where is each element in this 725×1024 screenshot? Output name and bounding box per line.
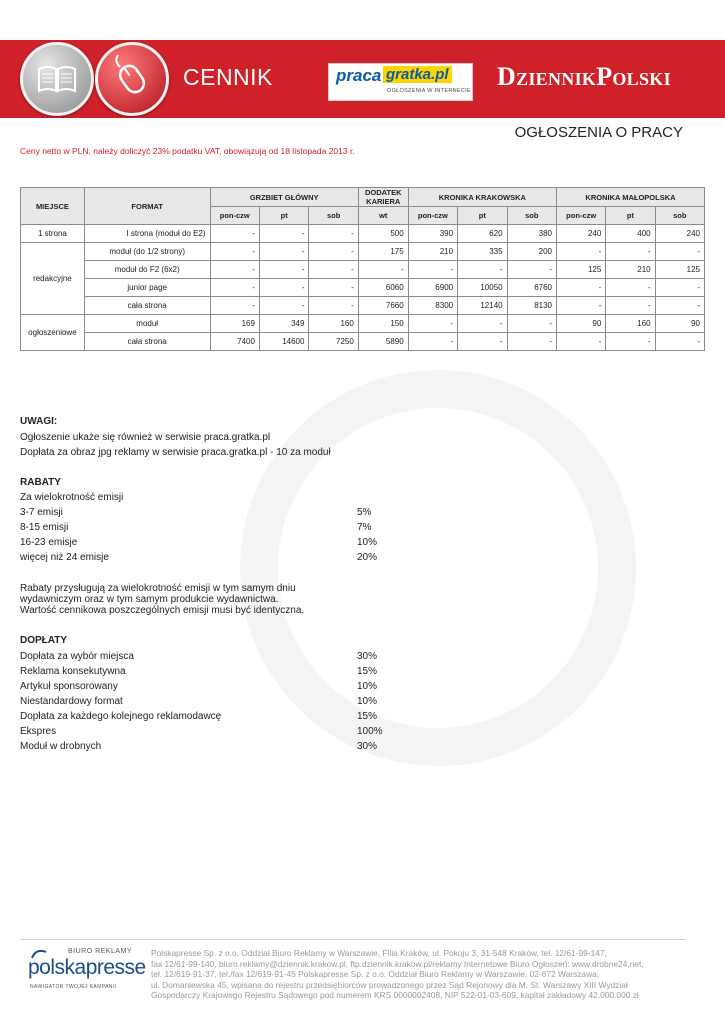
dziennik-polski-logo: DziennikPolski — [497, 62, 671, 91]
cell: - — [556, 243, 605, 261]
sub-header: sob — [309, 207, 358, 225]
cell: - — [458, 333, 508, 351]
cell: - — [309, 243, 358, 261]
rabaty-note: Rabaty przysługują za wielokrotność emisji w tym samym dniu — [20, 583, 296, 594]
cell: 210 — [606, 261, 655, 279]
cell: 125 — [655, 261, 704, 279]
praca-gratka-logo — [328, 63, 473, 101]
row-format: moduł (do 1/2 strony) — [84, 243, 210, 261]
cell: 6060 — [358, 279, 408, 297]
page-title: CENNIK — [183, 64, 273, 90]
cell: - — [507, 315, 556, 333]
sub-header: pt — [606, 207, 655, 225]
doplata-value: 10% — [357, 681, 378, 692]
cell: - — [210, 279, 259, 297]
price-note: Ceny netto w PLN, należy doliczyć 23% podatku VAT, obowiązują od 18 listopada 2013 r. — [20, 146, 355, 156]
row-miejsce: ogłoszeniowe — [21, 315, 85, 351]
cell: - — [458, 315, 508, 333]
row-format: moduł — [84, 315, 210, 333]
footer-text — [151, 948, 696, 1001]
doplata-label: Dopłata za każdego kolejnego reklamodawcę — [20, 711, 222, 722]
rabat-value: 7% — [357, 522, 372, 533]
col-malopolska: KRONIKA MAŁOPOLSKA — [556, 188, 704, 207]
table-row — [21, 225, 705, 243]
rabaty-note: Wartość cennikowa poszczególnych emisji musi być identyczna. — [20, 605, 305, 616]
table-row — [21, 261, 705, 279]
logo-sub-text: OGŁOSZENIA W INTERNECIE — [387, 88, 471, 94]
logo-main-text: polskapresse — [28, 956, 146, 979]
cell: - — [655, 243, 704, 261]
rabat-label: 8-15 emisji — [20, 522, 69, 533]
cell: - — [556, 297, 605, 315]
cell: - — [210, 297, 259, 315]
cell: 169 — [210, 315, 259, 333]
cell: 7250 — [309, 333, 358, 351]
footer-line: Polskapresse Sp. z o.o. Oddział Biuro Reklamy w Warszawie, Filia Kraków, ul. Pokoju 3, 31-548 Kraków, tel. 12/61-99-147, — [151, 948, 607, 958]
cell: - — [259, 279, 309, 297]
rabaty-intro: Za wielokrotność emisji — [20, 492, 124, 503]
rabat-value: 10% — [357, 537, 378, 548]
doplata-value: 30% — [357, 741, 378, 752]
rabat-label: 3-7 emisji — [20, 507, 63, 518]
cell: 400 — [606, 225, 655, 243]
cell: - — [210, 225, 259, 243]
logo-top-text: BIURO REKLAMY — [68, 948, 133, 955]
sub-header: sob — [507, 207, 556, 225]
cell: 335 — [458, 243, 508, 261]
cell: - — [458, 261, 508, 279]
cell: 150 — [358, 315, 408, 333]
doplata-value: 10% — [357, 696, 378, 707]
cell: - — [606, 243, 655, 261]
cell: 160 — [309, 315, 358, 333]
doplata-label: Dopłata za wybór miejsca — [20, 651, 134, 662]
cell: 620 — [458, 225, 508, 243]
row-format: cała strona — [84, 297, 210, 315]
logo-praca-text: praca — [336, 66, 382, 85]
uwagi-line: Dopłata za obraz jpg reklamy w serwisie praca.gratka.pl - 10 za moduł — [20, 447, 331, 458]
logo-gratka-text: gratka.pl — [383, 66, 452, 83]
sub-header: wt — [358, 207, 408, 225]
table-row — [21, 243, 705, 261]
doplata-label: Artykuł sponsorowany — [20, 681, 118, 692]
price-table — [20, 187, 705, 351]
cell: - — [556, 279, 605, 297]
polskapresse-logo — [28, 948, 146, 1004]
mouse-icon — [95, 42, 169, 116]
logo-bottom-text: NAWIGATOR TWOJEJ KAMPANII — [30, 984, 117, 990]
cell: - — [309, 297, 358, 315]
book-icon — [20, 42, 94, 116]
cell: - — [507, 261, 556, 279]
cell: - — [259, 261, 309, 279]
cell: - — [309, 279, 358, 297]
footer-line: fax 12/61-99-140, biuro.reklamy@dziennik.krakow.pl, ftp.dziennik.krakow.pl/reklamy Internetowe Biuro Ogłoszeń: www.drobne24.net, — [151, 958, 644, 969]
cell: 210 — [408, 243, 457, 261]
section-subtitle: OGŁOSZENIA O PRACY — [514, 124, 683, 141]
sub-header: pon-czw — [556, 207, 605, 225]
cell: 175 — [358, 243, 408, 261]
row-miejsce: redakcyjne — [21, 243, 85, 315]
cell: 12140 — [458, 297, 508, 315]
cell: 240 — [655, 225, 704, 243]
cell: - — [358, 261, 408, 279]
uwagi-line: Ogłoszenie ukaże się również w serwisie praca.gratka.pl — [20, 432, 271, 443]
doplata-value: 100% — [357, 726, 383, 737]
table-row — [21, 333, 705, 351]
cell: - — [259, 297, 309, 315]
rabat-value: 5% — [357, 507, 372, 518]
cell: - — [556, 333, 605, 351]
cell: - — [507, 333, 556, 351]
cell: - — [655, 297, 704, 315]
table-row — [21, 279, 705, 297]
col-format: FORMAT — [84, 188, 210, 225]
rabat-label: 16-23 emisje — [20, 537, 78, 548]
doplaty-heading: DOPŁATY — [20, 635, 68, 646]
cell: 160 — [606, 315, 655, 333]
cell: - — [408, 261, 457, 279]
doplata-label: Niestandardowy format — [20, 696, 123, 707]
footer-divider — [20, 939, 685, 940]
doplata-value: 15% — [357, 711, 378, 722]
sub-header: pon-czw — [210, 207, 259, 225]
rabat-label: więcej niż 24 emisje — [20, 552, 109, 563]
footer-line: Gospodarczy Krajowego Rejestru Sądowego pod numerem KRS 0000002408, NIP 522-01-03-609, kapitał zakładowy 42.000.000 zł — [151, 990, 639, 1000]
cell: - — [606, 279, 655, 297]
cell: 500 — [358, 225, 408, 243]
rabaty-heading: RABATY — [20, 477, 61, 488]
cell: 125 — [556, 261, 605, 279]
col-grzbiet: GRZBIET GŁÓWNY — [210, 188, 358, 207]
cell: 90 — [556, 315, 605, 333]
cell: - — [309, 261, 358, 279]
cell: - — [259, 243, 309, 261]
table-row — [21, 297, 705, 315]
cell: - — [606, 297, 655, 315]
sub-header: sob — [655, 207, 704, 225]
cell: - — [408, 315, 457, 333]
col-dodatek: DODATEK KARIERA — [358, 188, 408, 207]
cell: - — [606, 333, 655, 351]
cell: 8300 — [408, 297, 457, 315]
cell: - — [259, 225, 309, 243]
rabaty-note: wydawniczym oraz w tym samym produkcie wydawnictwa. — [20, 594, 279, 605]
doplata-label: Ekspres — [20, 726, 57, 737]
doplata-value: 15% — [357, 666, 378, 677]
cell: 90 — [655, 315, 704, 333]
watermark-logo — [240, 370, 636, 766]
cell: 380 — [507, 225, 556, 243]
cell: - — [210, 261, 259, 279]
row-miejsce: 1 strona — [21, 225, 85, 243]
cell: 390 — [408, 225, 457, 243]
cell: 6900 — [408, 279, 457, 297]
cell: 10050 — [458, 279, 508, 297]
col-miejsce: MIEJSCE — [21, 188, 85, 225]
cell: 8130 — [507, 297, 556, 315]
cell: 14600 — [259, 333, 309, 351]
cell: 5890 — [358, 333, 408, 351]
cell: - — [655, 333, 704, 351]
cell: - — [655, 279, 704, 297]
cell: 7660 — [358, 297, 408, 315]
footer-line: ul. Domaniewska 45, wpisana do rejestru przedsiębiorców prowadzonego przez Sąd Rejonowy dla M. St. Warszawy XIII Wydział — [151, 979, 628, 990]
cell: - — [408, 333, 457, 351]
col-krakow: KRONIKA KRAKOWSKA — [408, 188, 556, 207]
doplata-label: Reklama konsekutywna — [20, 666, 126, 677]
cell: 349 — [259, 315, 309, 333]
sub-header: pon-czw — [408, 207, 457, 225]
cell: 6760 — [507, 279, 556, 297]
sub-header: pt — [458, 207, 508, 225]
doplata-label: Moduł w drobnych — [20, 741, 102, 752]
row-format: junior page — [84, 279, 210, 297]
row-format: moduł do F2 (6x2) — [84, 261, 210, 279]
table-row — [21, 315, 705, 333]
cell: - — [309, 225, 358, 243]
cell: 240 — [556, 225, 605, 243]
cell: 200 — [507, 243, 556, 261]
doplata-value: 30% — [357, 651, 378, 662]
row-format: I strona (moduł do E2) — [84, 225, 210, 243]
footer-line: tel. 12/619-91-37, tel./fax 12/619-91-45 Polskapresse Sp. z o.o. Oddział Biuro Reklamy w Warszawie, 02-672 Warszawa, — [151, 969, 600, 979]
uwagi-heading: UWAGI: — [20, 416, 58, 427]
cell: 7400 — [210, 333, 259, 351]
sub-header: pt — [259, 207, 309, 225]
cell: - — [210, 243, 259, 261]
rabat-value: 20% — [357, 552, 378, 563]
row-format: cała strona — [84, 333, 210, 351]
